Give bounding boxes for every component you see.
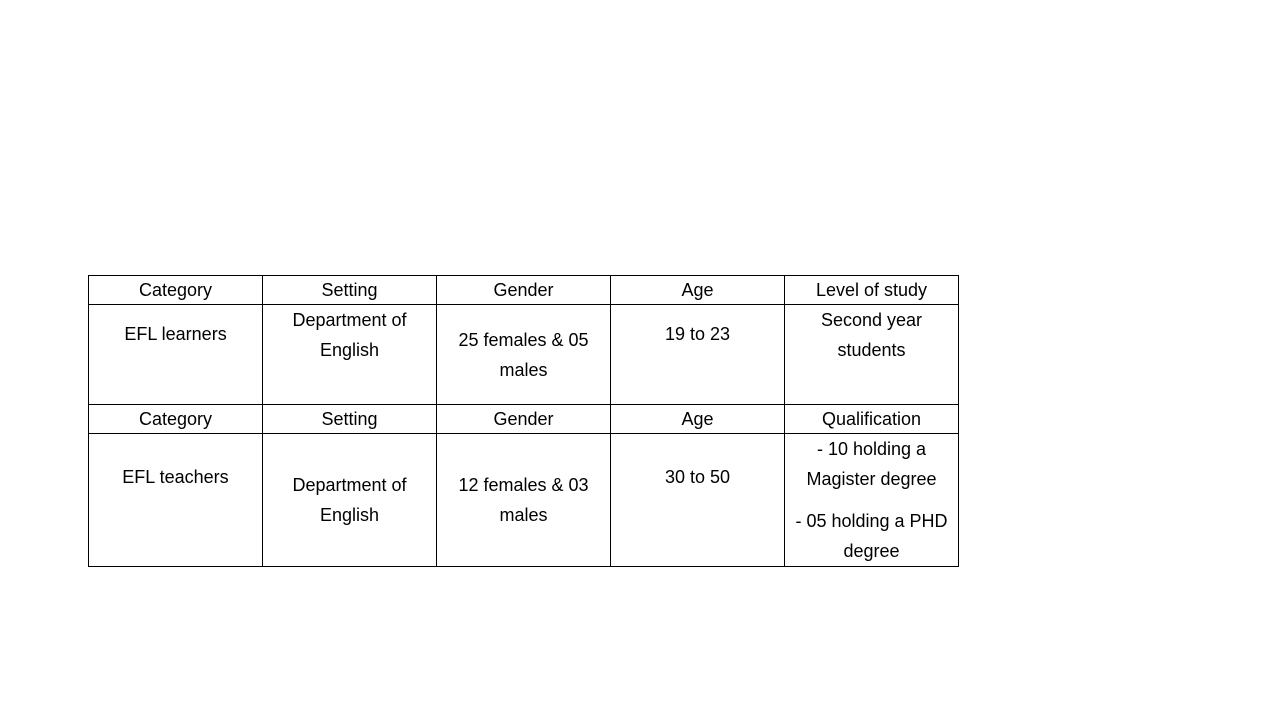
learners-setting (263, 305, 437, 405)
participants-table (88, 275, 959, 567)
teachers-category (89, 434, 263, 567)
header-qualification: Qualification (785, 405, 959, 434)
qualification-magister: - 10 holding a Magister degree (806, 439, 937, 489)
teachers-gender-text: 12 females & 03 males (458, 475, 589, 525)
teachers-header-row (89, 405, 959, 434)
learners-gender-text: 25 females & 05 males (458, 329, 589, 380)
header-level-of-study: Level of study (785, 276, 959, 305)
learners-header-row (89, 276, 959, 305)
header-category: Category (89, 276, 263, 305)
teachers-setting (263, 434, 437, 567)
teachers-qualification (785, 434, 959, 567)
teachers-row (89, 434, 959, 567)
learners-age (611, 305, 785, 405)
header-setting-2: Setting (263, 405, 437, 434)
header-setting: Setting (263, 276, 437, 305)
teachers-category-text: EFL teachers (122, 467, 229, 487)
teachers-gender (437, 434, 611, 567)
header-gender: Gender (437, 276, 611, 305)
header-age: Age (611, 276, 785, 305)
teachers-age-text: 30 to 50 (664, 467, 731, 487)
header-category-2: Category (89, 405, 263, 434)
learners-row (89, 305, 959, 405)
learners-setting-text: Department of English (292, 310, 407, 360)
learners-level-text: Second year students (820, 310, 923, 360)
teachers-age (611, 434, 785, 567)
learners-level-of-study (785, 305, 959, 405)
teachers-setting-text: Department of English (292, 475, 407, 525)
learners-age-text: 19 to 23 (664, 324, 731, 344)
header-gender-2: Gender (437, 405, 611, 434)
header-age-2: Age (611, 405, 785, 434)
qualification-phd: - 05 holding a PHD degree (795, 511, 948, 561)
learners-category-text: EFL learners (124, 324, 227, 344)
learners-category (89, 305, 263, 405)
learners-gender (437, 305, 611, 405)
